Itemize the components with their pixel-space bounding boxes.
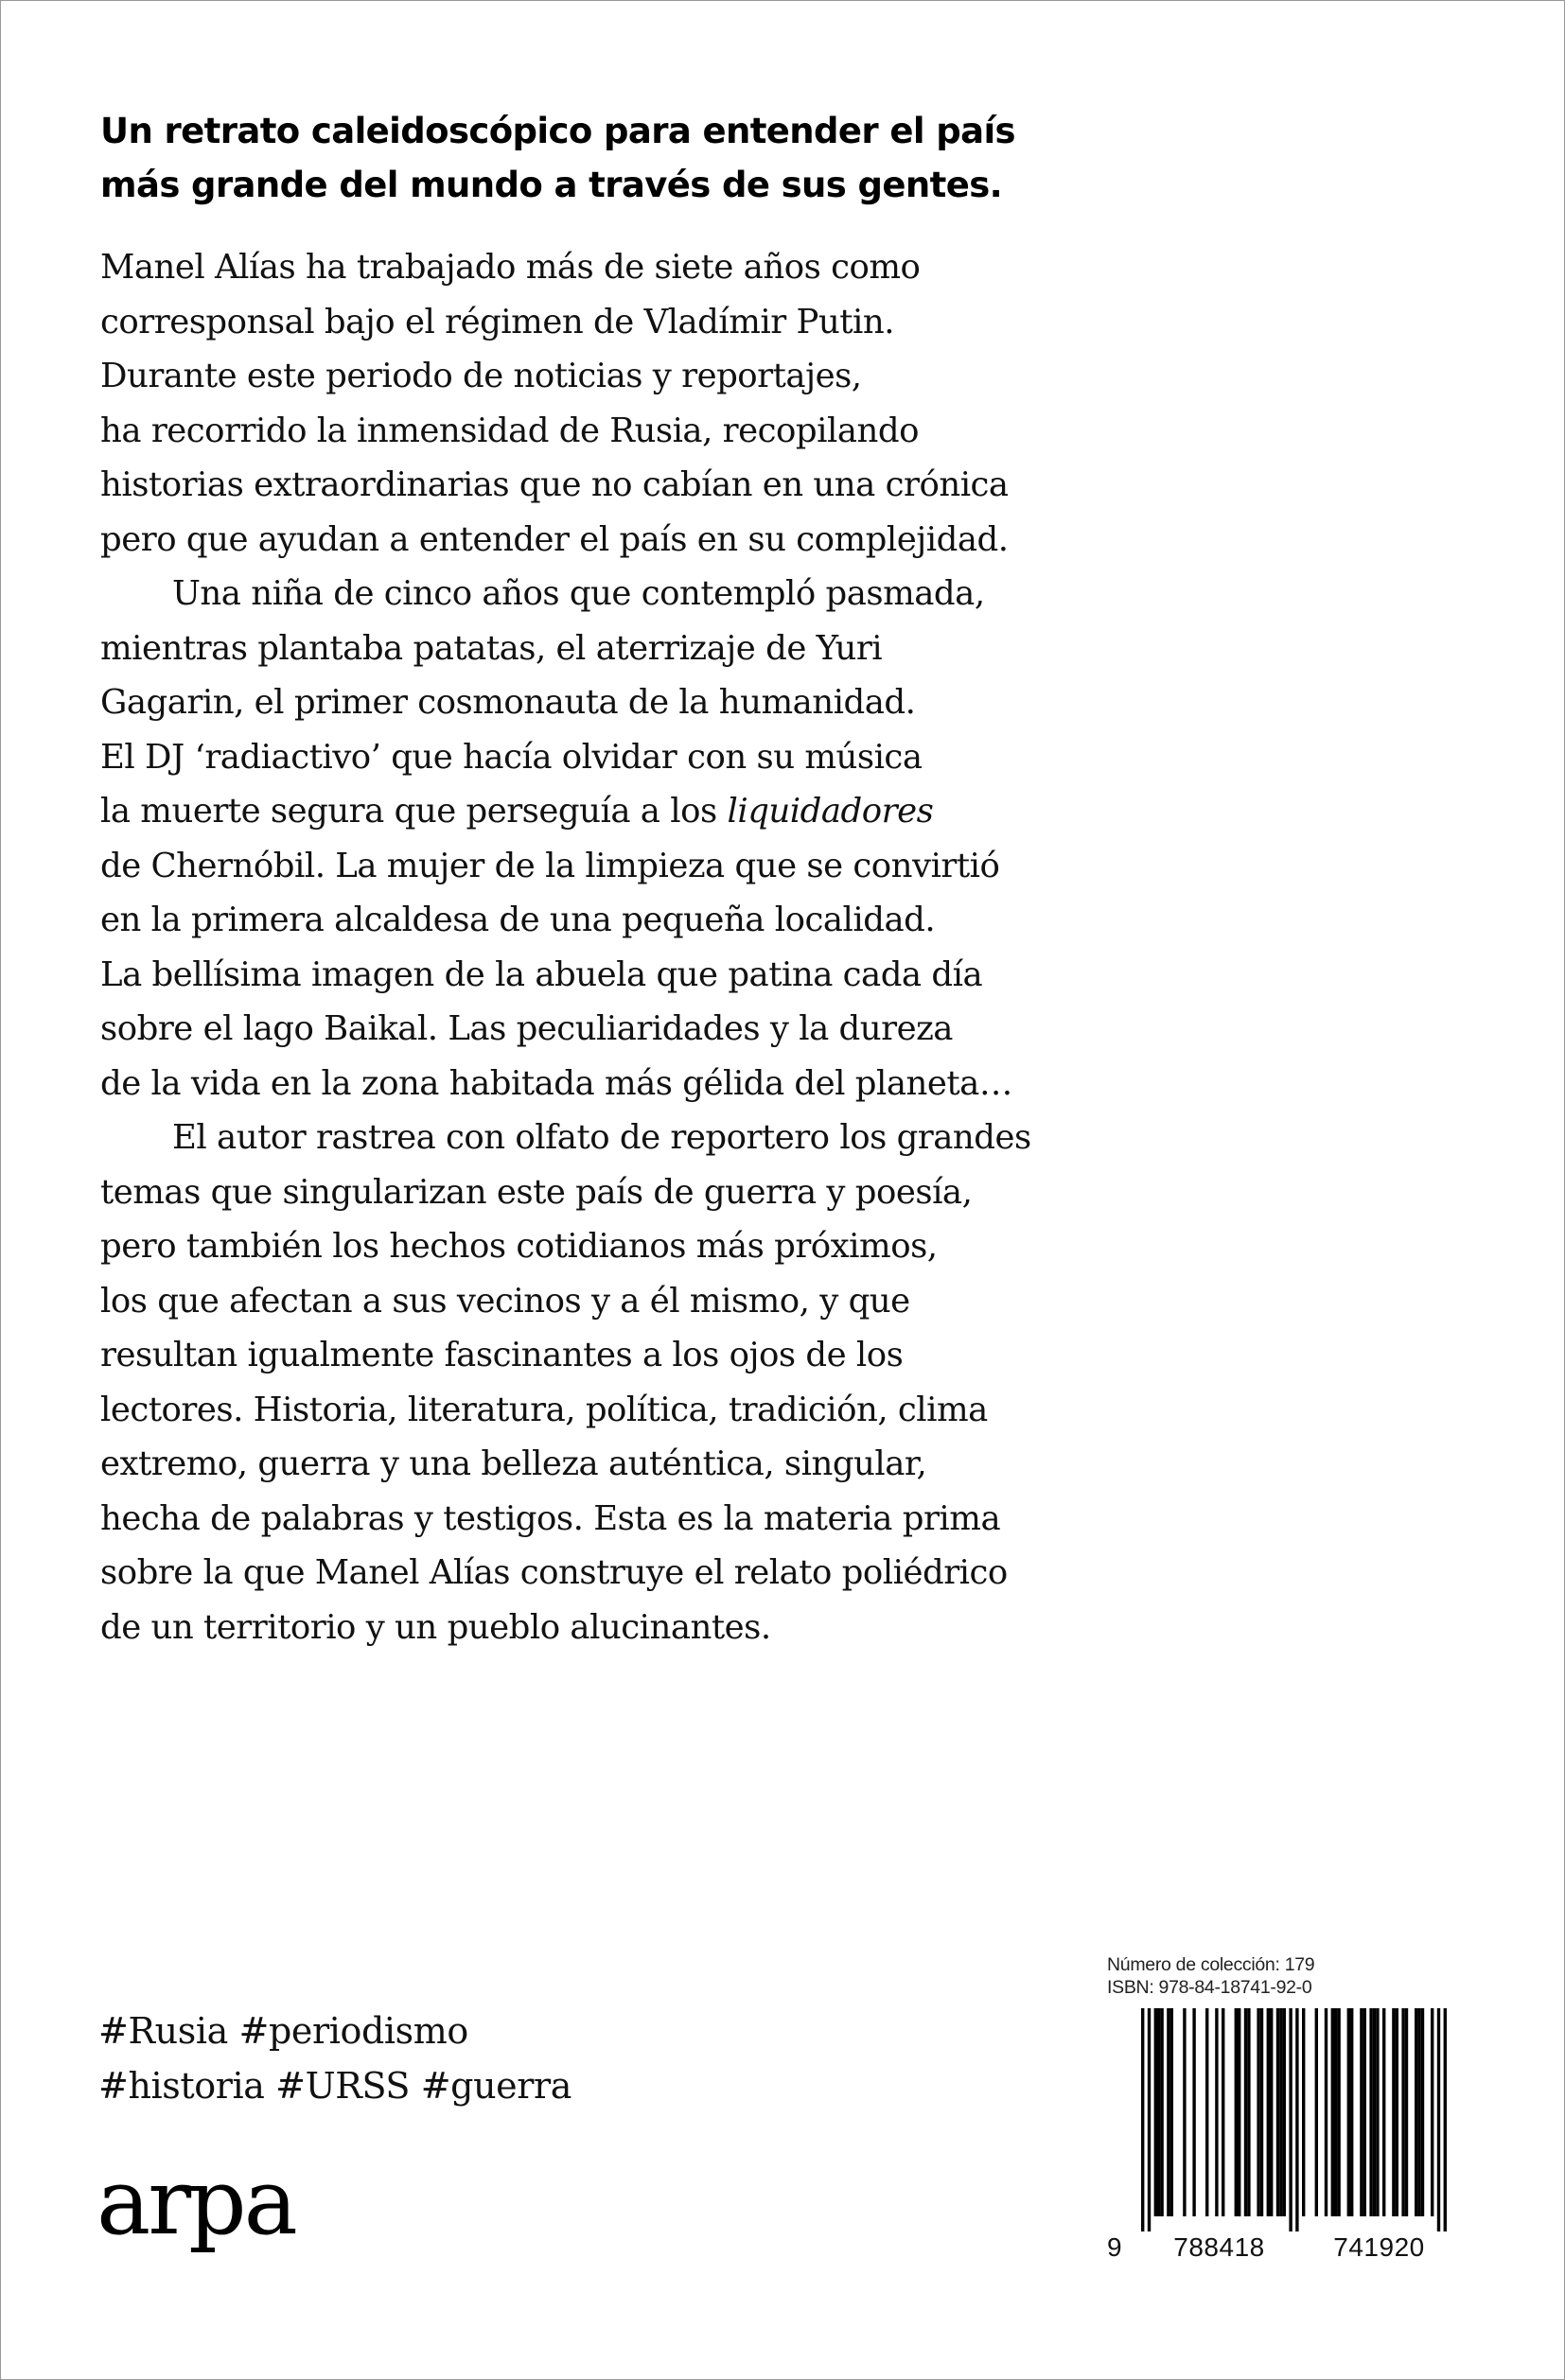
paragraph-2-line: en la primera alcaldesa de una pequeña localidad. bbox=[100, 901, 936, 939]
barcode-icon bbox=[1107, 2008, 1467, 2231]
paragraph-1-line: Durante este periodo de noticias y reportajes, bbox=[100, 357, 862, 395]
paragraph-2-line: de la vida en la zona habitada más gélida del planeta… bbox=[100, 1063, 1012, 1103]
paragraph-3-line: los que afectan a sus vecinos y a él mismo, y que bbox=[100, 1281, 910, 1321]
hashtags bbox=[98, 2004, 571, 2113]
barcode-bar bbox=[1417, 2008, 1420, 2216]
barcode-bar bbox=[1376, 2008, 1379, 2216]
paragraph-3-line: de un territorio y un pueblo alucinantes. bbox=[100, 1607, 771, 1647]
barcode-bar bbox=[1444, 2008, 1447, 2231]
publisher-logo: arpa bbox=[97, 2149, 295, 2255]
paragraph-3-line: pero también los hechos cotidianos más próximos, bbox=[100, 1227, 938, 1266]
barcode-bar bbox=[1325, 2008, 1328, 2216]
paragraph-3-line: hecha de palabras y testigos. Esta es la materia prima bbox=[100, 1498, 1001, 1538]
barcode-bar bbox=[1247, 2008, 1250, 2216]
barcode-bar bbox=[1334, 2008, 1337, 2216]
paragraph-2-line: El DJ ‘radiactivo’ que hacía olvidar con su música bbox=[100, 737, 923, 777]
paragraph-2-line: de Chernóbil. La mujer de la limpieza que se convirtió bbox=[100, 846, 1000, 885]
barcode-bar bbox=[1222, 2008, 1224, 2216]
paragraph-1-line: pero que ayudan a entender el país en su complejidad. bbox=[100, 519, 1009, 559]
barcode-bar bbox=[1401, 2008, 1404, 2216]
paragraph-3-line: temas que singularizan este país de guerra y poesía, bbox=[100, 1172, 973, 1212]
paragraph-2-line: Una niña de cinco años que contempló pasmada, bbox=[172, 574, 985, 613]
barcode-bar bbox=[1437, 2008, 1440, 2231]
barcode-digit-first: 9 bbox=[1107, 2232, 1123, 2262]
paragraph-3-line: resultan igualmente fascinantes a los ojos de los bbox=[100, 1336, 904, 1374]
paragraph-2-line: Gagarin, el primer cosmonauta de la humanidad. bbox=[100, 683, 916, 722]
barcode-bar bbox=[1141, 2008, 1144, 2231]
barcode-bar bbox=[1267, 2008, 1270, 2216]
paragraph-text-segment: la muerte segura que perseguía a los bbox=[100, 792, 728, 831]
hashtag-line-1: #Rusia #periodismo bbox=[98, 2010, 468, 2052]
barcode-bar bbox=[1289, 2008, 1292, 2231]
barcode-bar bbox=[1157, 2008, 1160, 2216]
barcode-bar bbox=[1405, 2008, 1408, 2216]
isbn-label: ISBN: 978-84-18741-92-0 bbox=[1107, 1977, 1312, 1998]
paragraph-3-line: extremo, guerra y una belleza auténtica, singular, bbox=[100, 1444, 927, 1483]
barcode-bar bbox=[1244, 2008, 1247, 2216]
barcode-bar bbox=[1360, 2008, 1363, 2216]
barcode-bar bbox=[1160, 2008, 1163, 2216]
barcode-bar bbox=[1392, 2008, 1395, 2216]
barcode-bar bbox=[1415, 2008, 1417, 2216]
barcode-bar bbox=[1183, 2008, 1186, 2216]
barcode-bar bbox=[1238, 2008, 1240, 2216]
paragraph-1-line: Manel Alías ha trabajado más de siete años como bbox=[100, 248, 921, 287]
barcode-bar bbox=[1260, 2008, 1263, 2216]
barcode-bar bbox=[1350, 2008, 1353, 2216]
barcode-bar bbox=[1235, 2008, 1238, 2216]
headline bbox=[100, 104, 1330, 212]
barcode-bar bbox=[1148, 2008, 1151, 2231]
barcode-bar bbox=[1257, 2008, 1259, 2216]
barcode-bar bbox=[1167, 2008, 1169, 2216]
barcode-bar bbox=[1363, 2008, 1366, 2216]
paragraph-1-line: historias extraordinarias que no cabían en una crónica bbox=[100, 465, 1009, 504]
barcode-bar bbox=[1270, 2008, 1273, 2216]
barcode-bar bbox=[1331, 2008, 1334, 2216]
paragraph-3-line: lectores. Historia, literatura, política, tradición, clima bbox=[100, 1390, 988, 1429]
barcode-bar bbox=[1276, 2008, 1279, 2216]
headline-line-2: más grande del mundo a través de sus gentes. bbox=[100, 165, 1003, 205]
barcode-digits bbox=[1107, 2231, 1467, 2264]
paragraph-2-line: mientras plantaba patatas, el aterrizaje de Yuri bbox=[100, 628, 883, 668]
barcode-bar bbox=[1396, 2008, 1398, 2216]
headline-line-1: Un retrato caleidoscópico para entender el país bbox=[100, 111, 1015, 151]
barcode-bar bbox=[1382, 2008, 1385, 2216]
paragraph-1-line: corresponsal bajo el régimen de Vladímir Putin. bbox=[100, 302, 895, 341]
barcode-bar bbox=[1315, 2008, 1318, 2216]
paragraph-2-line: sobre el lago Baikal. Las peculiaridades y la dureza bbox=[100, 1009, 953, 1048]
collection-number: Número de colección: 179 bbox=[1107, 1954, 1315, 1975]
barcode-digits-left: 788418 bbox=[1173, 2232, 1265, 2262]
barcode-block bbox=[1107, 1953, 1467, 2264]
barcode-bar bbox=[1154, 2008, 1157, 2216]
barcode-bar bbox=[1369, 2008, 1372, 2216]
hashtag-line-2: #historia #URSS #guerra bbox=[98, 2065, 572, 2107]
barcode-bar bbox=[1347, 2008, 1350, 2216]
paragraph-3-line: sobre la que Manel Alías construye el relato poliédrico bbox=[100, 1553, 1008, 1592]
barcode-bar bbox=[1295, 2008, 1298, 2231]
barcode-bar bbox=[1302, 2008, 1305, 2216]
paragraph-3-line: El autor rastrea con olfato de reportero los grandes bbox=[172, 1118, 1031, 1157]
barcode-bar bbox=[1373, 2008, 1376, 2216]
barcode-bar bbox=[1170, 2008, 1173, 2216]
barcode-bar bbox=[1192, 2008, 1195, 2216]
barcode-bar bbox=[1337, 2008, 1340, 2216]
synopsis-text bbox=[100, 240, 1330, 1654]
paragraph-1-line: ha recorrido la inmensidad de Rusia, recopilando bbox=[100, 411, 919, 450]
barcode-bar bbox=[1205, 2008, 1208, 2216]
barcode-bar bbox=[1279, 2008, 1282, 2216]
barcode-bar bbox=[1215, 2008, 1218, 2216]
italic-term: liquidadores bbox=[727, 792, 934, 831]
paragraph-2-line bbox=[100, 784, 1330, 839]
barcode-bar bbox=[1421, 2008, 1424, 2216]
barcode-bar bbox=[1431, 2008, 1433, 2216]
barcode-bar bbox=[1283, 2008, 1286, 2216]
paragraph-2-line: La bellísima imagen de la abuela que patina cada día bbox=[100, 954, 983, 994]
barcode-digits-right: 741920 bbox=[1333, 2232, 1425, 2262]
